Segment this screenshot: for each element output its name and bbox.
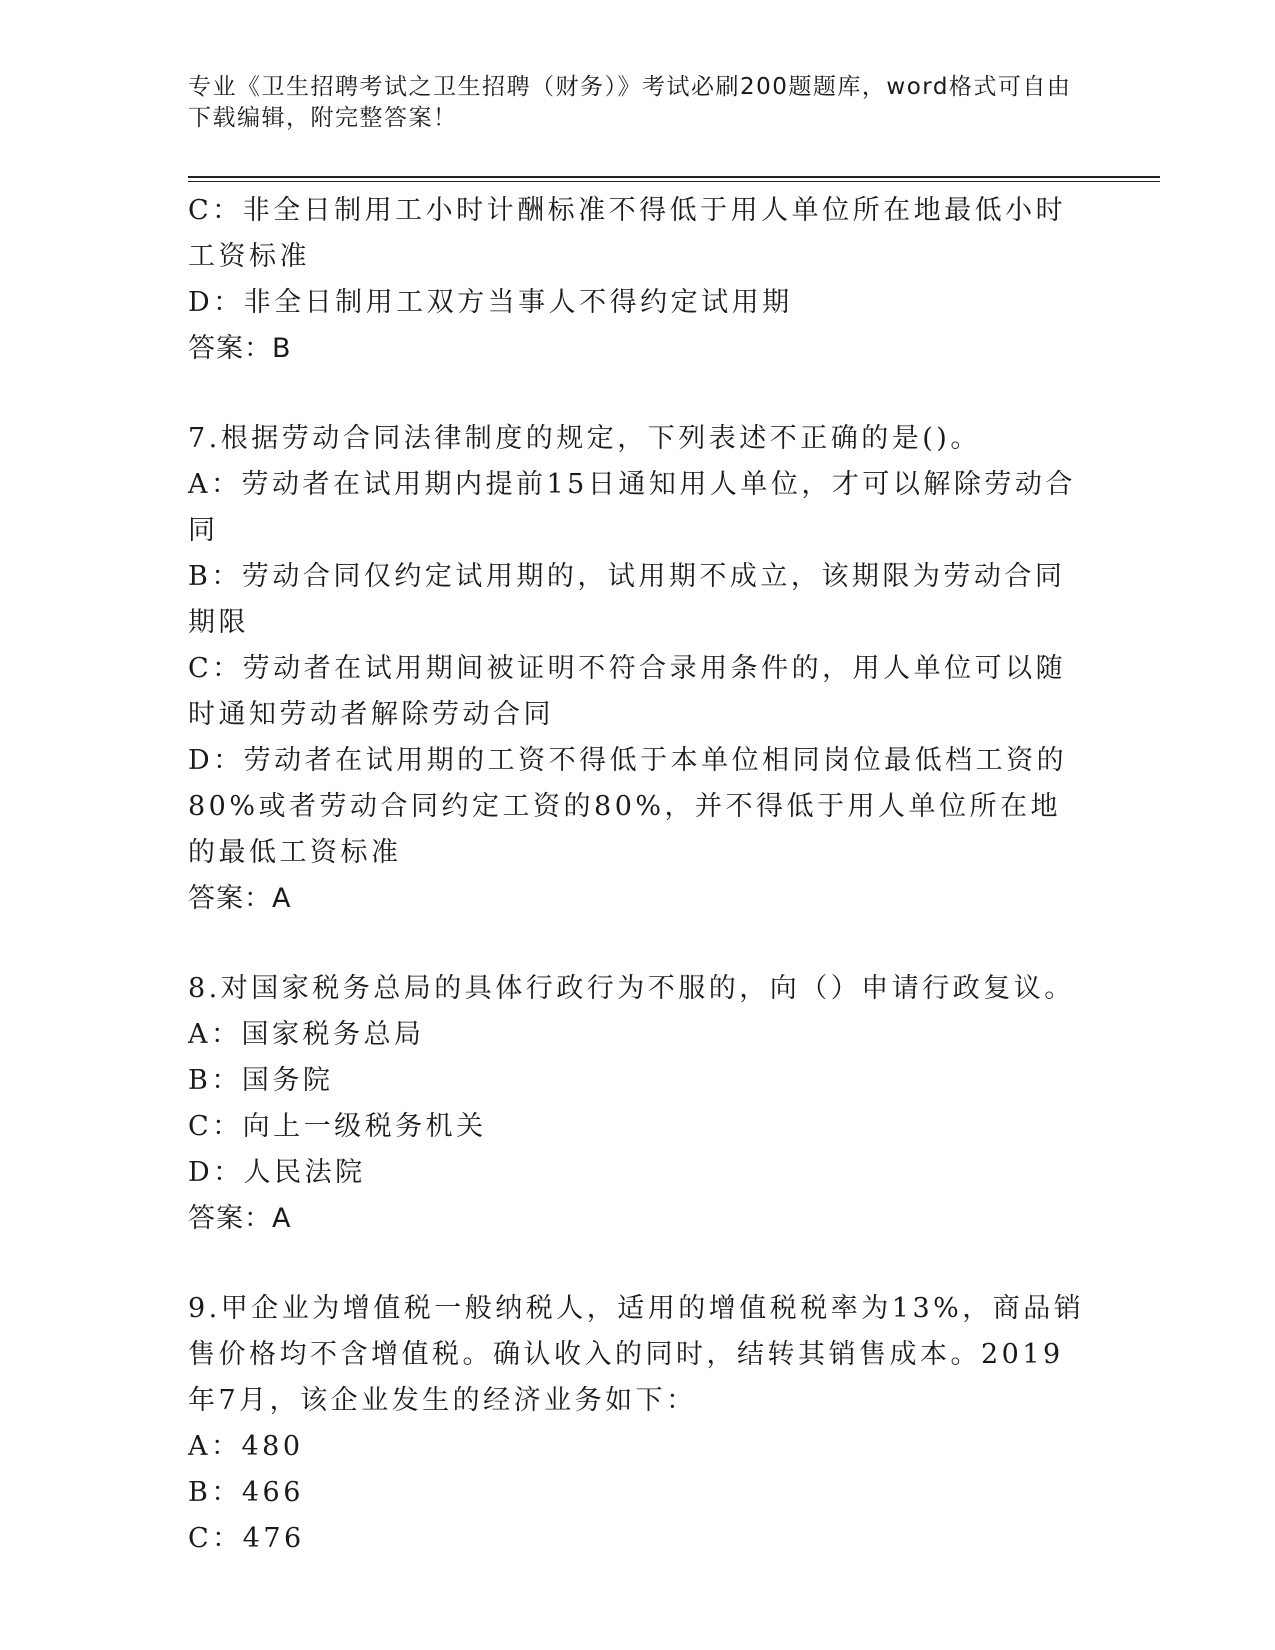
previous-question-continuation — [188, 188, 1088, 372]
option-d: D：非全日制用工双方当事人不得约定试用期 — [188, 287, 793, 318]
header-divider-thick — [188, 176, 1160, 178]
question-7 — [188, 416, 1088, 922]
option-c: C：476 — [188, 1523, 305, 1554]
answer-line: 答案：B — [188, 333, 292, 364]
question-9 — [188, 1286, 1088, 1562]
option-d: D：人民法院 — [188, 1157, 366, 1188]
option-c: C：非全日制用工小时计酬标准不得低于用人单位所在地最低小时工资标准 — [188, 195, 1067, 272]
option-d: D：劳动者在试用期的工资不得低于本单位相同岗位最低档工资的80%或者劳动合同约定工资的80%，并不得低于用人单位所在地的最低工资标准 — [188, 745, 1068, 868]
option-a: A：国家税务总局 — [188, 1019, 425, 1050]
header-divider-thin — [188, 181, 1160, 182]
option-b: B：466 — [188, 1477, 304, 1508]
option-c: C：劳动者在试用期间被证明不符合录用条件的，用人单位可以随时通知劳动者解除劳动合同 — [188, 653, 1067, 730]
answer-line: 答案：A — [188, 883, 292, 914]
question-stem: 7.根据劳动合同法律制度的规定，下列表述不正确的是()。 — [188, 423, 981, 454]
answer-line: 答案：A — [188, 1203, 292, 1234]
question-8 — [188, 966, 1088, 1242]
document-body — [188, 188, 1088, 1562]
option-a: A：480 — [188, 1431, 304, 1462]
option-b: B：劳动合同仅约定试用期的，试用期不成立，该期限为劳动合同期限 — [188, 561, 1066, 638]
option-b: B：国务院 — [188, 1065, 334, 1096]
question-stem: 9.甲企业为增值税一般纳税人，适用的增值税税率为13%，商品销售价格均不含增值税。确认收入的同时，结转其销售成本。2019年7月，该企业发生的经济业务如下： — [188, 1293, 1085, 1416]
question-stem: 8.对国家税务总局的具体行政行为不服的，向（）申请行政复议。 — [188, 973, 1075, 1004]
option-c: C：向上一级税务机关 — [188, 1111, 487, 1142]
document-header: 专业《卫生招聘考试之卫生招聘（财务）》考试必刷200题题库，word格式可自由下载编辑，附完整答案！ — [188, 74, 1072, 131]
option-a: A：劳动者在试用期内提前15日通知用人单位，才可以解除劳动合同 — [188, 469, 1076, 546]
